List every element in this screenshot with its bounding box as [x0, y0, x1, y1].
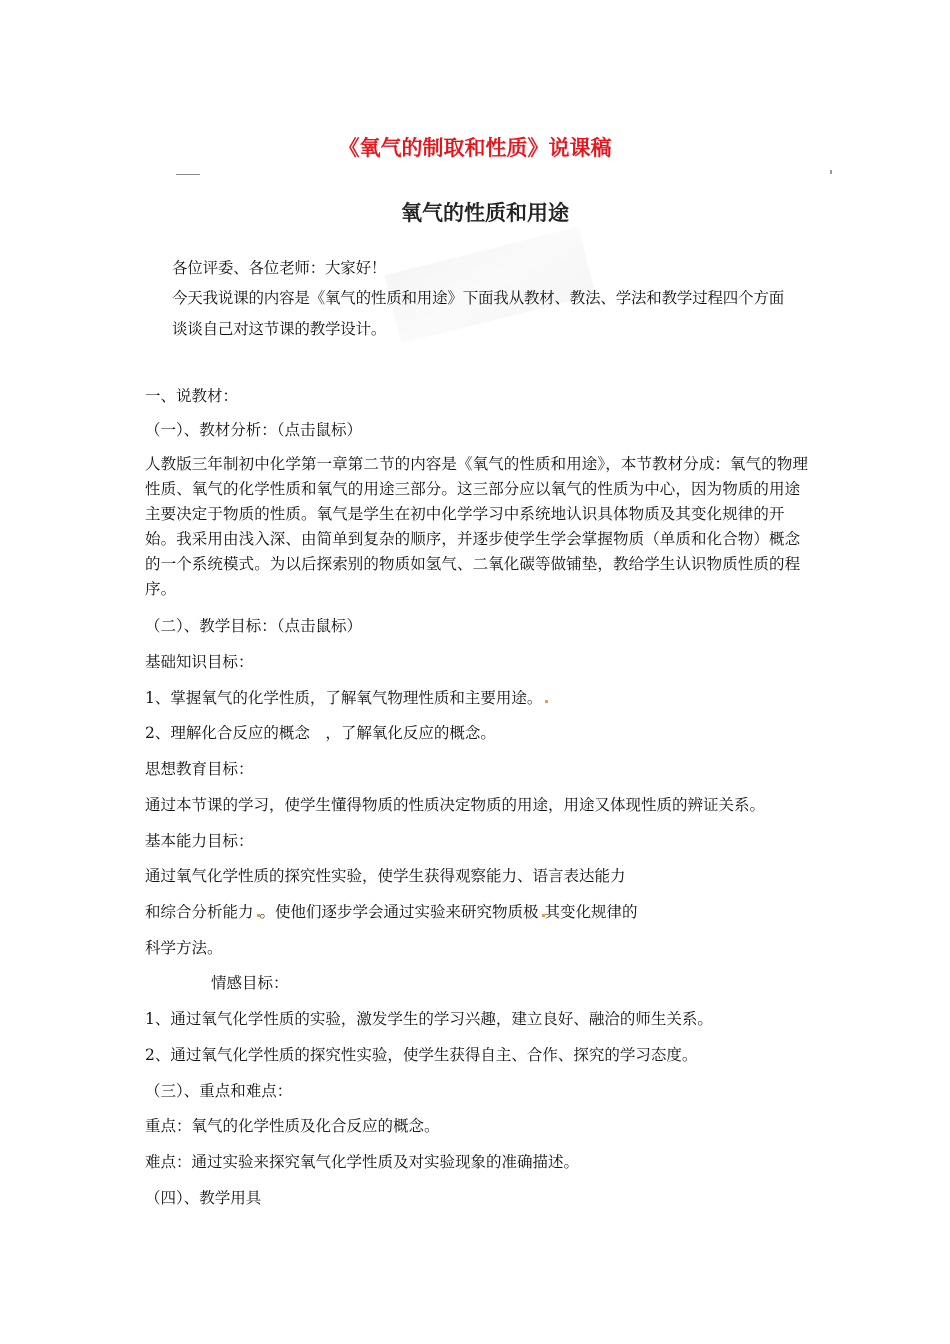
header-rule — [176, 174, 200, 175]
goal-text: 通过本节课的学习，使学生懂得物质的性质决定物质的用途，用途又体现性质的辨证关系。 — [145, 796, 766, 814]
section-heading: 一、说教材： — [145, 387, 239, 405]
goal-heading: 思想教育目标： — [145, 760, 254, 778]
list-item: 2、通过氧气化学性质的探究性实验，使学生获得自主、合作、探究的学习态度。 — [145, 1046, 698, 1064]
goal-heading: 基础知识目标： — [145, 653, 254, 671]
list-item-text: 1、掌握氧气的化学性质，了解氧气物理性质和主要用途。 — [145, 689, 543, 707]
subsection-heading: （三）、重点和难点： — [145, 1082, 293, 1100]
list-item: 2、理解化合反应的概念 ，了解氧化反应的概念。 — [145, 724, 496, 742]
subsection-heading: （二）、教学目标：（点击鼠标） — [145, 617, 363, 635]
goal-text: 科学方法。 — [145, 939, 223, 957]
goal-text — [145, 900, 638, 922]
goal-text-part: 。使他们逐步学会通过实验来研究物质极 — [259, 903, 539, 921]
difficult-point: 难点：通过实验来探究氧气化学性质及对实验现象的准确描述。 — [145, 1153, 580, 1171]
goal-text-part: 其变化规律的 — [544, 903, 638, 921]
list-item — [145, 686, 548, 708]
key-point: 重点：氧气的化学性质及化合反应的概念。 — [145, 1117, 440, 1135]
goal-text: 通过氧气化学性质的探究性实验，使学生获得观察能力、语言表达能力 — [145, 867, 626, 885]
embedded-heading: 氧气的性质和用途 — [401, 201, 569, 225]
subsection-heading: （一）、教材分析：（点击鼠标） — [145, 421, 363, 439]
goal-heading: 基本能力目标： — [145, 832, 254, 850]
intro-line-2: 谈谈自己对这节课的教学设计。 — [172, 320, 387, 338]
list-item: 1、通过氧气化学性质的实验，激发学生的学习兴趣，建立良好、融洽的师生关系。 — [145, 1010, 713, 1028]
paragraph-material-analysis: 人教版三年制初中化学第一章第二节的内容是《氧气的性质和用途》，本节教材分成：氧气的物理性质、氧气的化学性质和氧气的用途三部分。这三部分应以氧气的性质为中心，因为物质的用途主要决定于物质的性质。氧气是学生在初中化学学习中系统地认识具体物质及其变化规律的开始。我采用由浅入深、由简单到复杂的顺序，并逐步使学生学会掌握物质（单质和化合物）概念的一个系统模式。为以后探索别的物质如氢气、二氧化碳等做铺垫，教给学生认识物质性质的程序。 — [145, 455, 809, 598]
watermark — [385, 227, 596, 343]
intro-line-1: 今天我说课的内容是《氧气的性质和用途》下面我从教材、教法、学法和教学过程四个方面 — [172, 289, 785, 307]
goal-heading: 情感目标： — [211, 974, 289, 992]
subsection-heading: （四）、教学用具 — [145, 1189, 262, 1207]
goal-text-part: 和综合分析能力 — [145, 903, 254, 921]
header-rule-mark — [830, 170, 832, 174]
marker-dot — [545, 700, 548, 703]
document-title: 《氧气的制取和性质》说课稿 — [338, 136, 612, 160]
greeting-line: 各位评委、各位老师：大家好！ — [172, 259, 387, 277]
